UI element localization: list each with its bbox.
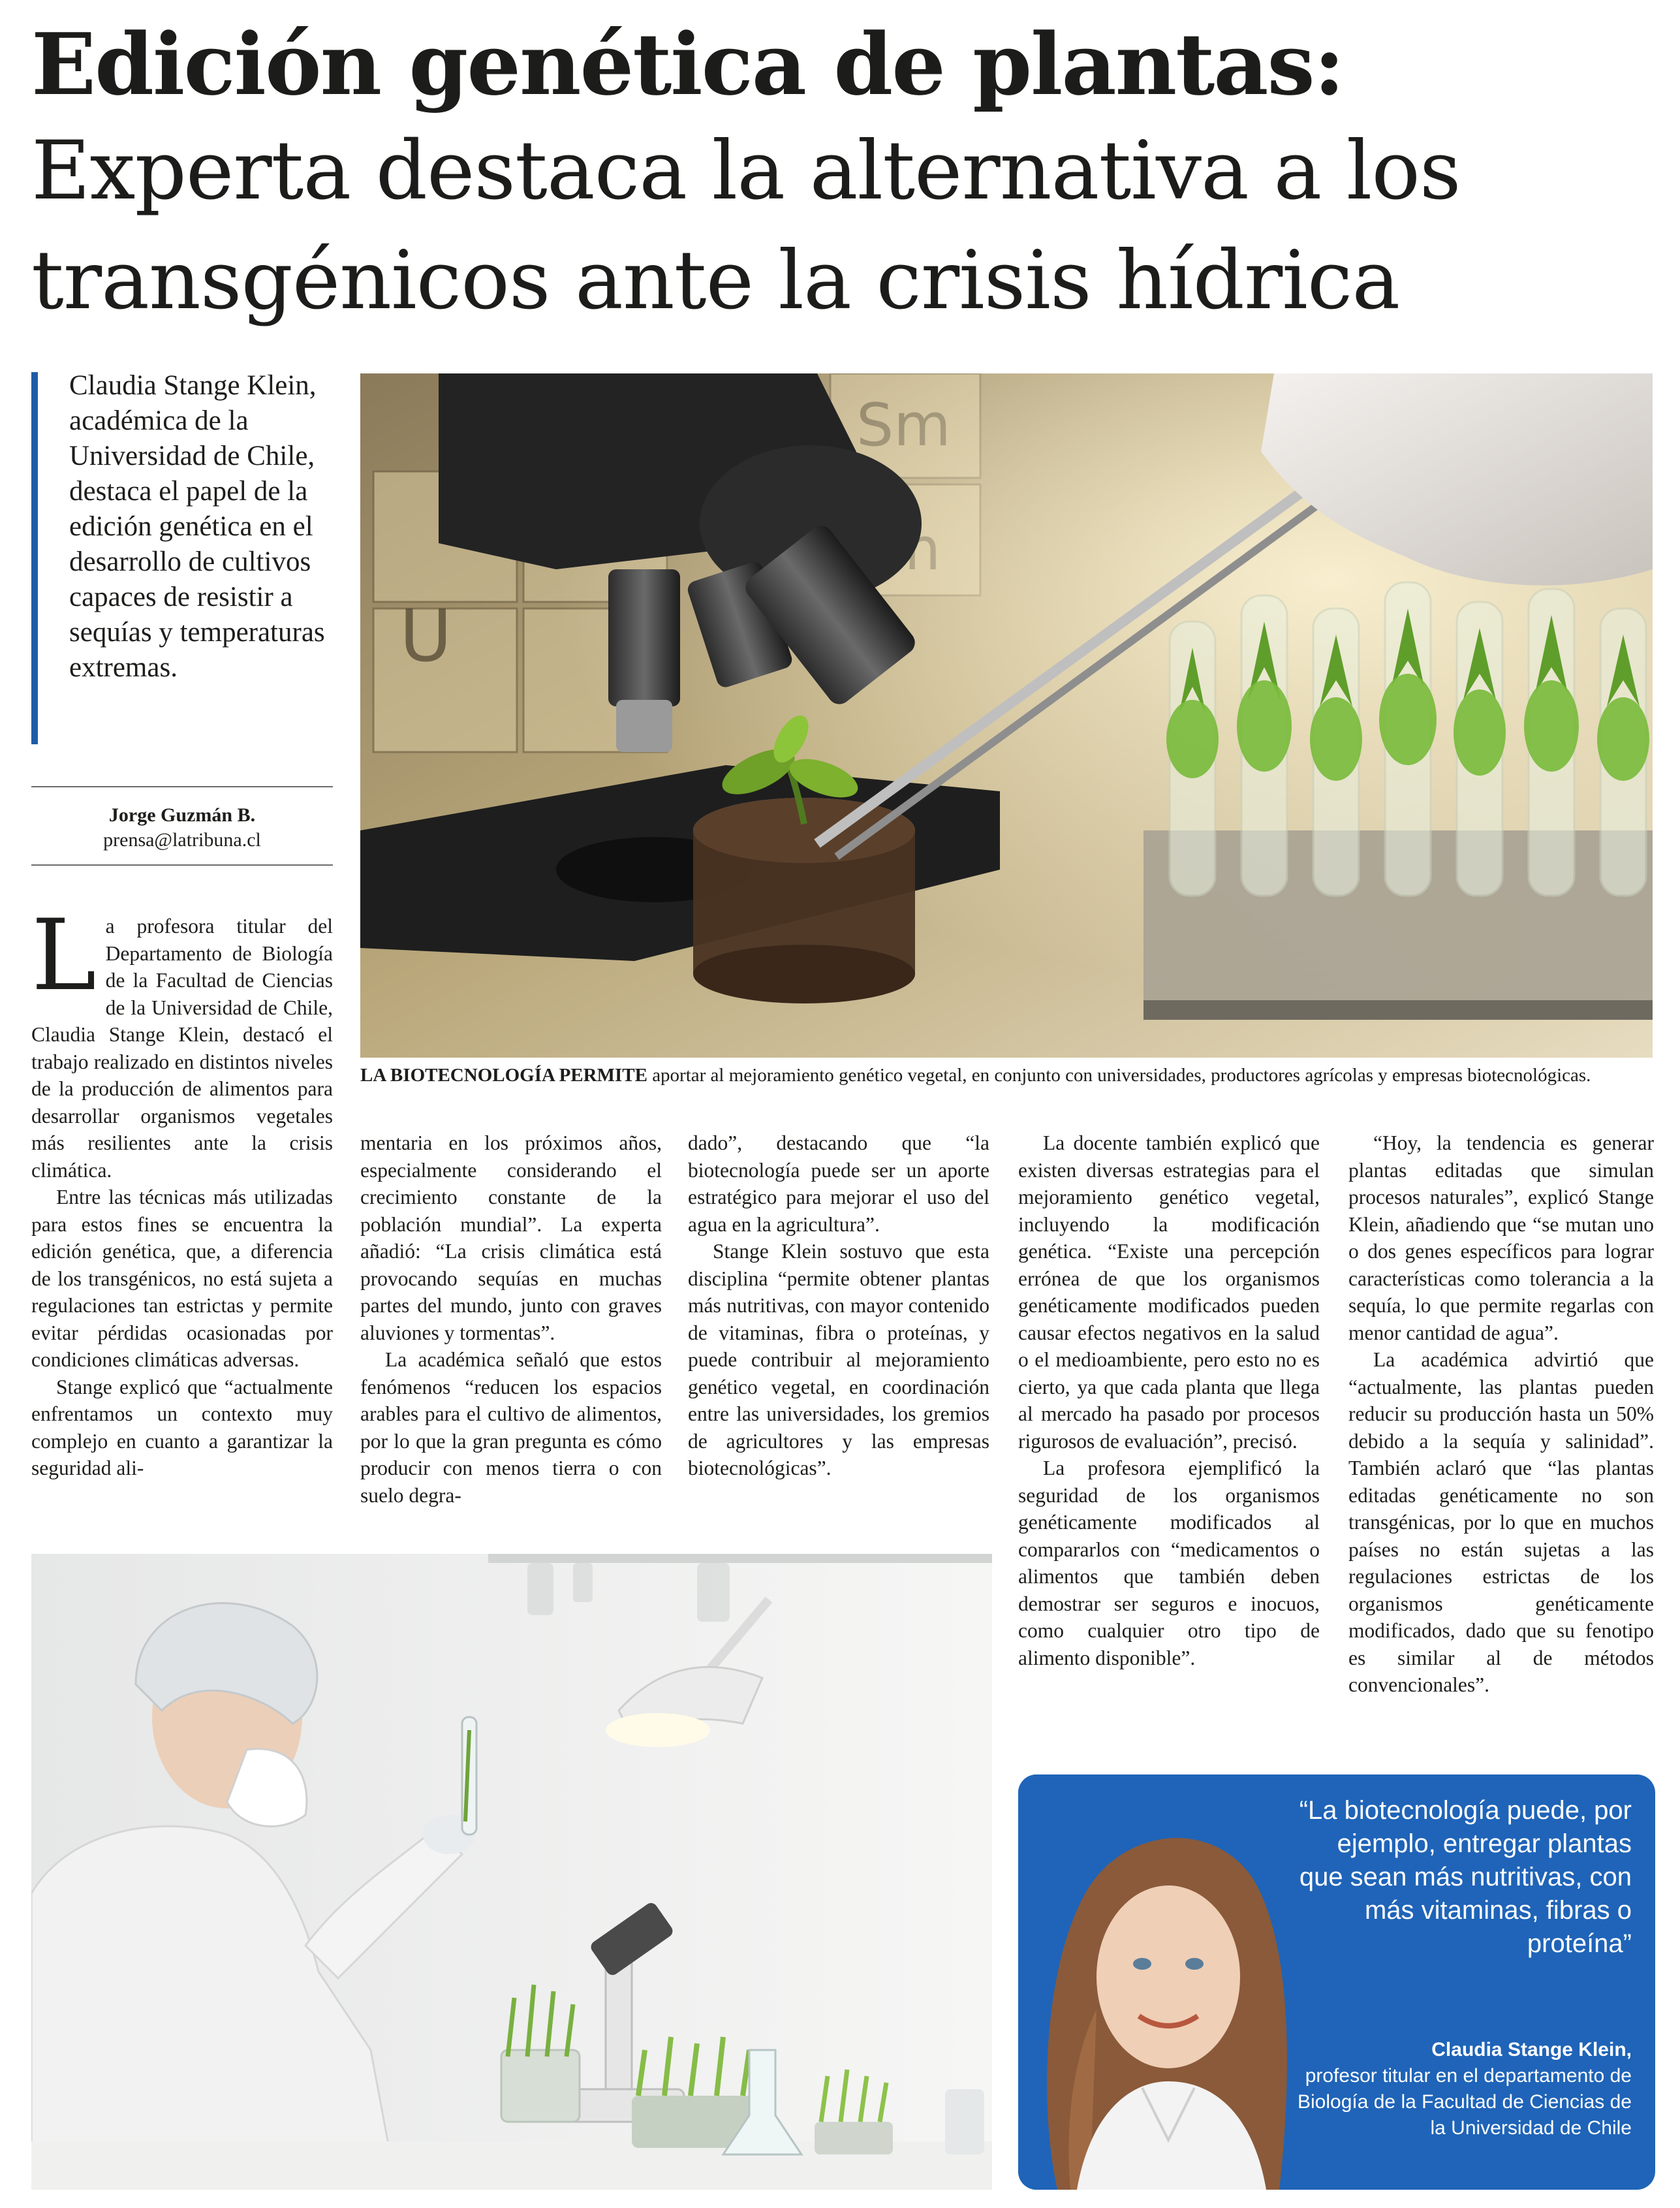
photo-caption <box>360 1063 1653 1088</box>
article-column-4 <box>1018 1129 1320 1671</box>
column-3-paragraph-1: dado”, destacando que “la biotecnología puede ser un aporte estratégico para mejorar el uso del agua en la agricultura”. <box>688 1131 989 1236</box>
article-column-5 <box>1348 1129 1654 1699</box>
pull-quote-box <box>1018 1774 1655 2190</box>
lead-accent-bar <box>31 372 38 744</box>
column-5-paragraph-1: “Hoy, la tendencia es generar plantas editadas que simulan procesos naturales”, explicó Stange Klein, añadiendo que “se mutan uno o dos genes específicos para lograr características como tolerancia a la sequía, lo que permite regarlas con menor cantidad de agua”. <box>1348 1131 1654 1344</box>
article-column-1 <box>31 899 333 1482</box>
column-4-paragraph-1: La docente también explicó que existen diversas estrategias para el mejoramiento genético vegetal, incluyendo la modificación genética. “Existe una percepción errónea de que los organismos genéticamente modificados pueden causar efectos negativos en la salud o el medioambiente, pero esto no es cierto, ya que cada planta que llega al mercado ha pasado por procesos rigurosos de evaluación”, precisó. <box>1018 1131 1320 1453</box>
pull-quote-author: Claudia Stange Klein, <box>1431 2039 1632 2060</box>
caption-lead: LA BIOTECNOLOGÍA PERMITE <box>360 1065 647 1086</box>
drop-cap: L <box>31 899 97 1013</box>
byline-author: Jorge Guzmán B. <box>108 804 256 826</box>
column-1-paragraph-2: Entre las técnicas más utilizadas para estos fines se encuentra la edición genética, que, a diferencia de los transgénicos, no está sujeta a regulaciones tan estrictas y permite evitar pérdidas ocasionadas por condiciones climáticas adversas. <box>31 1186 333 1371</box>
lead-paragraph: Claudia Stange Klein, académica de la Universidad de Chile, destaca el papel de la edición genética en el desarrollo de cultivos capaces de resistir a sequías y temperaturas extremas. <box>69 370 325 683</box>
column-2-paragraph-2: La académica señaló que estos fenómenos “reducen los espacios arables para el cultivo de alimentos, por lo que la gran pregunta es cómo producir con menos tierra o con suelo degra- <box>360 1348 662 1507</box>
column-1-paragraph-3: Stange explicó que “actualmente enfrentamos un contexto muy complejo en cuanto a garantizar la seguridad ali- <box>31 1375 333 1479</box>
main-photo-microscope-seedlings <box>360 373 1653 1058</box>
headline-subtitle-line1: Experta destaca la alternativa a los <box>31 124 1461 218</box>
pull-quote-text: “La biotecnología puede, por ejemplo, entregar plantas que sean más nutritivas, con más vitaminas, fibras o proteína” <box>1299 1796 1632 1958</box>
byline-email[interactable]: prensa@latribuna.cl <box>103 829 261 851</box>
article-column-3 <box>688 1129 989 1482</box>
portrait-claudia-stange <box>1018 1774 1305 2190</box>
headline-subtitle-line2: transgénicos ante la crisis hídrica <box>31 234 1400 328</box>
column-4-paragraph-2: La profesora ejemplificó la seguridad de los organismos genéticamente modificados al compararlos con “medicamentos o alimentos que también deben demostrar ser seguros e inocuos, como cualquier otro tipo de alimento disponible”. <box>1018 1457 1320 1669</box>
byline-top-rule <box>31 786 333 787</box>
column-3-paragraph-2: Stange Klein sostuvo que esta disciplina “permite obtener plantas más nutritivas, con mayor contenido de vitaminas, fibra o proteínas, y puede contribuir al mejoramiento genético vegetal, en coordinación entre las universidades, los gremios de agricultores y las empresas biotecnológicas”. <box>688 1240 989 1479</box>
headline <box>31 13 1650 336</box>
lab-scientist-photo <box>31 1554 992 2190</box>
lab-scientist-illustration <box>31 1554 992 2190</box>
microscope-illustration <box>360 373 1653 1058</box>
article-column-2 <box>360 1129 662 1509</box>
pull-quote-author-role: profesor titular en el departamento de Biología de la Facultad de Ciencias de la Universidad de Chile <box>1298 2065 1632 2139</box>
headline-title: Edición genética de plantas: <box>31 14 1344 114</box>
caption-text: aportar al mejoramiento genético vegetal, en conjunto con universidades, productores agrícolas y empresas biotecnológicas. <box>647 1065 1591 1086</box>
column-1-paragraph-1 <box>31 899 333 1184</box>
byline-bottom-rule <box>31 864 333 866</box>
column-2-paragraph-1: mentaria en los próximos años, especialmente considerando el crecimiento constante de la población mundial”. La experta añadió: “La crisis climática está provocando sequías en muchas partes del mundo, junto con graves aluviones y tormentas”. <box>360 1131 662 1344</box>
column-1-paragraph-1-text: a profesora titular del Departamento de Biología de la Facultad de Ciencias de la Universidad de Chile, Claudia Stange Klein, destacó el trabajo realizado en distintos niveles de la producción de alimentos para desarrollar organismos vegetales más resilientes ante la crisis climática. <box>31 915 333 1182</box>
column-5-paragraph-2: La académica advirtió que “actualmente, las plantas pueden reducir su producción hasta un 50% debido a la sequía y salinidad”. También aclaró que “las plantas editadas genéticamente no son transgénicas, por lo que en muchos países no están sujetas a las regulaciones estrictas de los organismos genéticamente modificados, dado que su fenotipo es similar al de métodos convencionales”. <box>1348 1348 1654 1696</box>
